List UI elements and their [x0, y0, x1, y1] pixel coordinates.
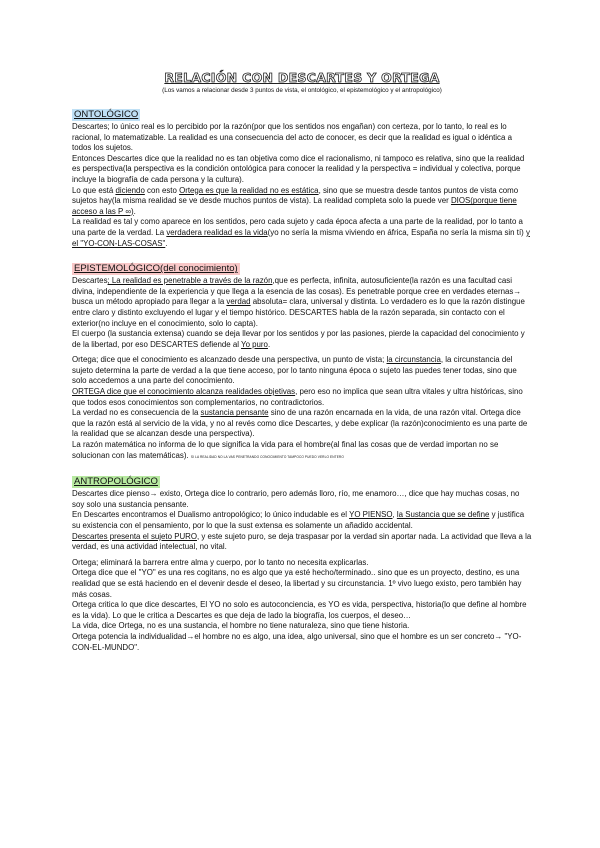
paragraph: La verdad no es consecuencia de la sustancia pensante sino de una razón encarnada en la vida, de una razón vital. Ortega dice que la razón está al servicio de la vida, y no al revés como dice Descartes, y debe explicar (la razón)conocimiento es una parte de la realidad que se alcanzan desde una perspectiva). — [72, 408, 528, 439]
paragraph: Descartes; lo único real es lo percibido por la razón(por que los sentidos nos engañan) con certeza, por lo tanto, lo real es lo racional, lo matematizable. La realidad es una consecuencia del acto de conocer, es decir que la realidad es igual o idéntica a todos los sujetos. — [72, 122, 512, 153]
paragraph: La vida, dice Ortega, no es una sustancia, el hombre no tiene naturaleza, sino que tiene historia. — [72, 621, 410, 631]
paragraph: ORTEGA dice que el conocimiento alcanza realidades objetivas, pero eso no implica que sean ultra vitales y ultra históricas, sino que todos esos conocimientos son complementarios, no contradictorios. — [72, 387, 523, 407]
section-epistemologico — [72, 258, 532, 462]
paragraph: Descartes dice pienso→ existo, Ortega dice lo contrario, pero además lloro, río, me enamoro…, dice que hay muchas cosas, no soy solo una sustancia pensante. — [72, 489, 520, 509]
paragraph: Ortega dice que el "YO" es una res cogitans, no es algo que ya esté hecho/terminado.. sino que es un proyecto, destino, es una realidad que se está haciendo en el devenir desde el deseo, la libertad y su circunstancia. 1º vivo luego existo, pero también hay más cosas. — [72, 568, 522, 599]
section-header-ontologico: ONTOLÓGICO — [74, 109, 139, 120]
paragraph: Descartes; La realidad es penetrable a través de la razón,que es perfecta, infinita, autosuficiente(la razón es una facultad casi divina, independiente de la experiencia y que llega a la esencia de las cosas). Es penetrable porque cree en verdades eternas→ busca un método apropiado para llegar a la verdad absoluta= clara, universal y distinta. Lo verdadero es lo que la razón distingue entre claro y distinto excluyendo el lugar y el tiempo histórico. DESCARTES habla de la razón separada, sin contacto con el exterior(no incluye en el conocimiento, solo lo capta). — [72, 276, 525, 328]
paragraph: Ortega critica lo que dice descartes, El YO no solo es autoconciencia, es YO es vida, perspectiva, historia(lo que define al hombre es la vida). Lo que le critica a Descartes es que deja de lado la biografía, los cuerpos, el deseo… — [72, 600, 527, 620]
document-subtitle: (Los vamos a relacionar desde 3 puntos de vista, el ontológico, el epistemológico y el antropológico) — [162, 87, 442, 94]
section-header-epistemologico: EPISTEMOLÓGICO(del conocimiento) — [74, 263, 238, 275]
document-page — [72, 70, 532, 653]
paragraph: Ortega; eliminará la barrera entre alma y cuerpo, por lo tanto no necesita explicarlas. — [72, 557, 369, 567]
paragraph: La razón matemática no informa de lo que significa la vida para el hombre(al final las cosas que de verdad importan no se solucionan con las matemáticas). SI LA REALIDAD NO LA VAS PENETRANDO CONOCIMIENTO TAMPOCO PUEDO VERLO ENTERO — [72, 440, 499, 460]
paragraph: El cuerpo (la sustancia extensa) cuando se deja llevar por los sentidos y por las pasiones, pierde la capacidad del conocimiento y de la libertad, por eso DESCARTES defiende al Yo puro. — [72, 329, 525, 349]
paragraph: Descartes presenta el sujeto PURO, y este sujeto puro, se deja traspasar por la verdad sin aportar nada. La actividad que lleva a la verdad, es una actividad intelectual, no vital. — [72, 531, 532, 552]
document-title: RELACIÓN CON DESCARTES Y ORTEGA — [164, 70, 440, 85]
paragraph: Entonces Descartes dice que la realidad no es tan objetiva como dice el racionalismo, ni tampoco es relativa, sino que la realidad es perspectiva(la perspectiva es la condición ontológica para conocer la realidad y la perspectiva = individual y colectiva, porque incluye la biografía de cada persona y la cultura). — [72, 153, 525, 184]
paragraph: Lo que está diciendo con esto Ortega es que la realidad no es estática, sino que se muestra desde tantos puntos de vista como sujetos hay(la misma realidad se ve desde muchos puntos de vista). La realidad completa solo la puede ver DIOS(porque tiene acceso a las P ∞). — [72, 185, 519, 216]
paragraph: Ortega potencia la individualidad→el hombre no es algo, una idea, algo universal, sino que el hombre es un ser concreto→ "YO-CON-EL-MUNDO". — [72, 631, 522, 652]
paragraph: La realidad es tal y como aparece en los sentidos, pero cada sujeto y cada época afecta a una parte de la realidad, por lo tanto a una parte de la verdad. La verdadera realidad es la vida(yo no sería la misma viviendo en áfrica, España no sería la misma sin tí) y el "YO-CON-LAS-COSAS". — [72, 217, 530, 248]
paragraph: En Descartes encontramos el Dualismo antropológico; lo único indudable es el YO PIENSO, la Sustancia que se define y justifica su existencia con el pensamiento, por lo que la sust extensa es solamente un añadido accidental. — [72, 510, 525, 530]
small-note: SI LA REALIDAD NO LA VAS PENETRANDO CONOCIMIENTO TAMPOCO PUEDO VERLO ENTERO — [190, 454, 344, 459]
section-header-antropologico: ANTROPOLÓGICO — [74, 476, 158, 488]
paragraph: Ortega; dice que el conocimiento es alcanzado desde una perspectiva, un punto de vista; la circunstancia, la circunstancia del sujeto determina la parte de verdad a la que tiene acceso, por lo tanto ninguna época o sujeto las puedes tener todas, sino que solo accedemos a una parte del conocimiento. — [72, 355, 517, 386]
section-ontologico — [72, 104, 532, 249]
section-antropologico — [72, 471, 532, 653]
